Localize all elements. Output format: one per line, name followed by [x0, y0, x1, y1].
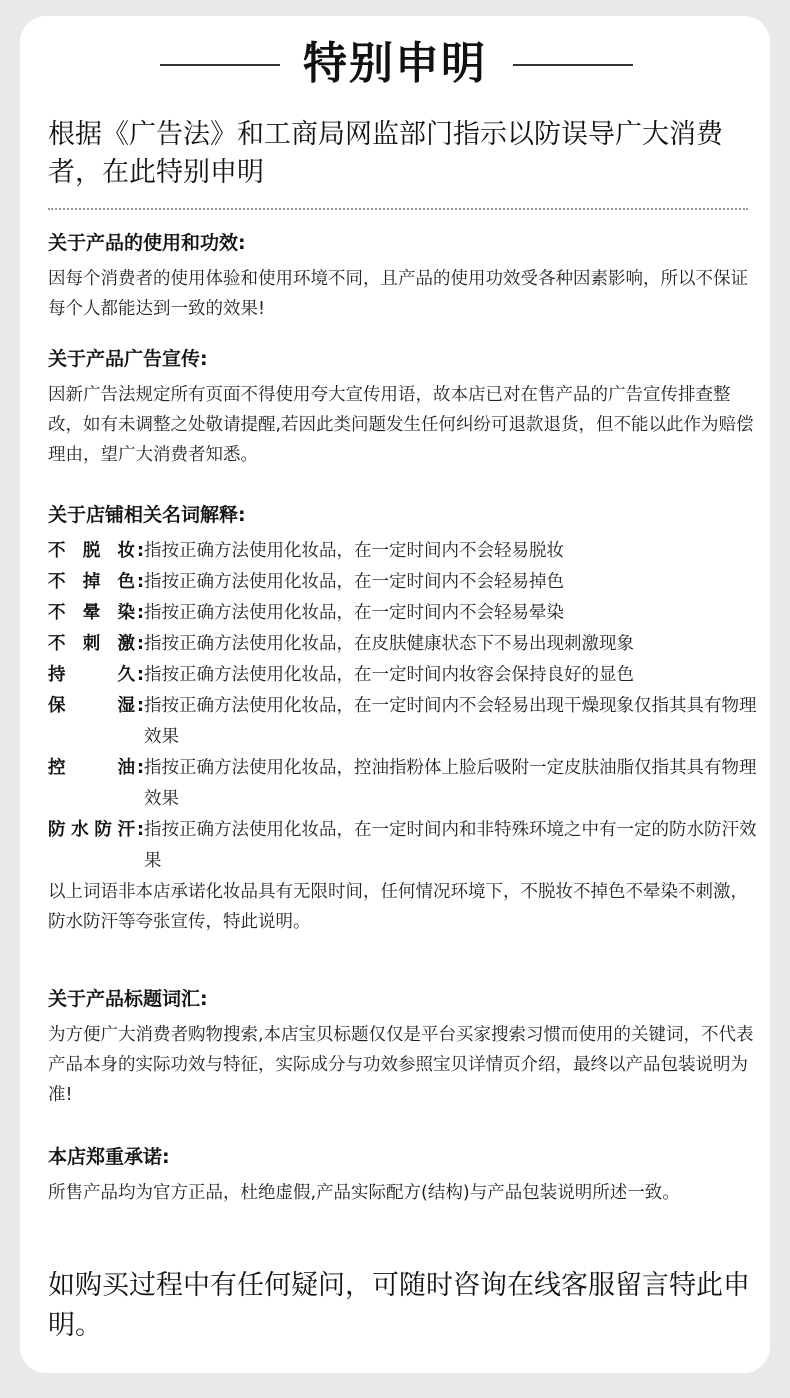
- term-definition: 指按正确方法使用化妆品，在一定时间内不会轻易掉色: [144, 572, 564, 592]
- page-title: 特别申明: [303, 38, 487, 89]
- term-colon: :: [137, 696, 144, 716]
- title-row: [20, 16, 770, 116]
- section-heading: 关于店铺相关名词解释:: [48, 504, 246, 526]
- section-body: 因每个消费者的使用体验和使用环境不同，且产品的使用功效受各种因素影响，所以不保证每个人都能达到一致的效果!: [48, 269, 748, 319]
- term-key-text: 不 刺 激: [48, 634, 135, 654]
- term-key: [48, 536, 144, 567]
- term-key: [48, 567, 144, 598]
- term-row: [48, 598, 758, 629]
- lead-paragraph: 根据《广告法》和工商局网监部门指示以防误导广大消费者，在此特别申明: [48, 119, 723, 188]
- closing-statement: 如购买过程中有任何疑问，可随时咨询在线客服留言特此申明。: [48, 1270, 750, 1341]
- term-key: [48, 598, 144, 629]
- term-definition: 指按正确方法使用化妆品，控油指粉体上脸后吸附一定皮肤油脂仅指其具有物理效果: [144, 758, 757, 809]
- term-row: [48, 753, 758, 815]
- term-key: [48, 629, 144, 660]
- section-usage: [48, 228, 758, 324]
- term-key-text: 控 油: [48, 758, 135, 778]
- term-definition: 指按正确方法使用化妆品，在一定时间内不会轻易脱妆: [144, 541, 564, 561]
- term-colon: :: [137, 572, 144, 592]
- term-definition: 指按正确方法使用化妆品，在一定时间内不会轻易出现干燥现象仅指其具有物理效果: [144, 696, 757, 747]
- term-key: [48, 815, 144, 877]
- section-heading: 关于产品的使用和功效:: [48, 232, 246, 254]
- section-title-keywords: [48, 984, 758, 1110]
- section-heading: 本店郑重承诺:: [48, 1146, 170, 1168]
- term-key-text: 不 掉 色: [48, 572, 135, 592]
- term-row: [48, 567, 758, 598]
- term-key-text: 保 湿: [48, 696, 135, 716]
- term-colon: :: [137, 665, 144, 685]
- section-promise: [48, 1142, 758, 1208]
- terms-note: 以上词语非本店承诺化妆品具有无限时间，任何情况环境下，不脱妆不掉色不晕染不刺激，防水防汗等夸张宣传，特此说明。: [48, 882, 748, 932]
- title-divider-right: [513, 64, 633, 66]
- terms-list: [48, 536, 758, 877]
- section-heading: 关于产品广告宣传:: [48, 348, 208, 370]
- statement-card: [20, 16, 770, 1373]
- term-definition: 指按正确方法使用化妆品，在一定时间内不会轻易晕染: [144, 603, 564, 623]
- term-key: [48, 753, 144, 815]
- term-colon: :: [137, 820, 144, 840]
- section-body: 所售产品均为官方正品，杜绝虚假,产品实际配方(结构)与产品包装说明所述一致。: [48, 1183, 680, 1203]
- term-key-text: 持 久: [48, 665, 135, 685]
- term-definition: 指按正确方法使用化妆品，在皮肤健康状态下不易出现刺激现象: [144, 634, 634, 654]
- term-definition: 指按正确方法使用化妆品，在一定时间内和非特殊环境之中有一定的防水防汗效果: [144, 820, 757, 871]
- section-advertising: [48, 344, 758, 470]
- term-colon: :: [137, 758, 144, 778]
- term-row: [48, 691, 758, 753]
- term-row: [48, 660, 758, 691]
- term-key-text: 不 脱 妆: [48, 541, 135, 561]
- term-key: [48, 660, 144, 691]
- section-body: 为方便广大消费者购物搜索,本店宝贝标题仅仅是平台买家搜索习惯而使用的关键词，不代表产品本身的实际功效与特征，实际成分与功效参照宝贝详情页介绍，最终以产品包装说明为准!: [48, 1025, 754, 1105]
- term-colon: :: [137, 634, 144, 654]
- term-colon: :: [137, 603, 144, 623]
- term-row: [48, 815, 758, 877]
- term-key-text: 防 水 防 汗: [48, 820, 135, 840]
- section-body: 因新广告法规定所有页面不得使用夸大宣传用语，故本店已对在售产品的广告宣传排查整改，如有未调整之处敬请提醒,若因此类问题发生任何纠纷可退款退货，但不能以此作为赔偿理由，望广大消费者知悉。: [48, 385, 754, 465]
- term-colon: :: [137, 541, 144, 561]
- section-heading: 关于产品标题词汇:: [48, 988, 208, 1010]
- term-key-text: 不 晕 染: [48, 603, 135, 623]
- term-row: [48, 629, 758, 660]
- term-definition: 指按正确方法使用化妆品，在一定时间内妆容会保持良好的显色: [144, 665, 634, 685]
- dotted-divider: [48, 208, 748, 210]
- term-row: [48, 536, 758, 567]
- section-terms: [48, 500, 758, 937]
- term-key: [48, 691, 144, 753]
